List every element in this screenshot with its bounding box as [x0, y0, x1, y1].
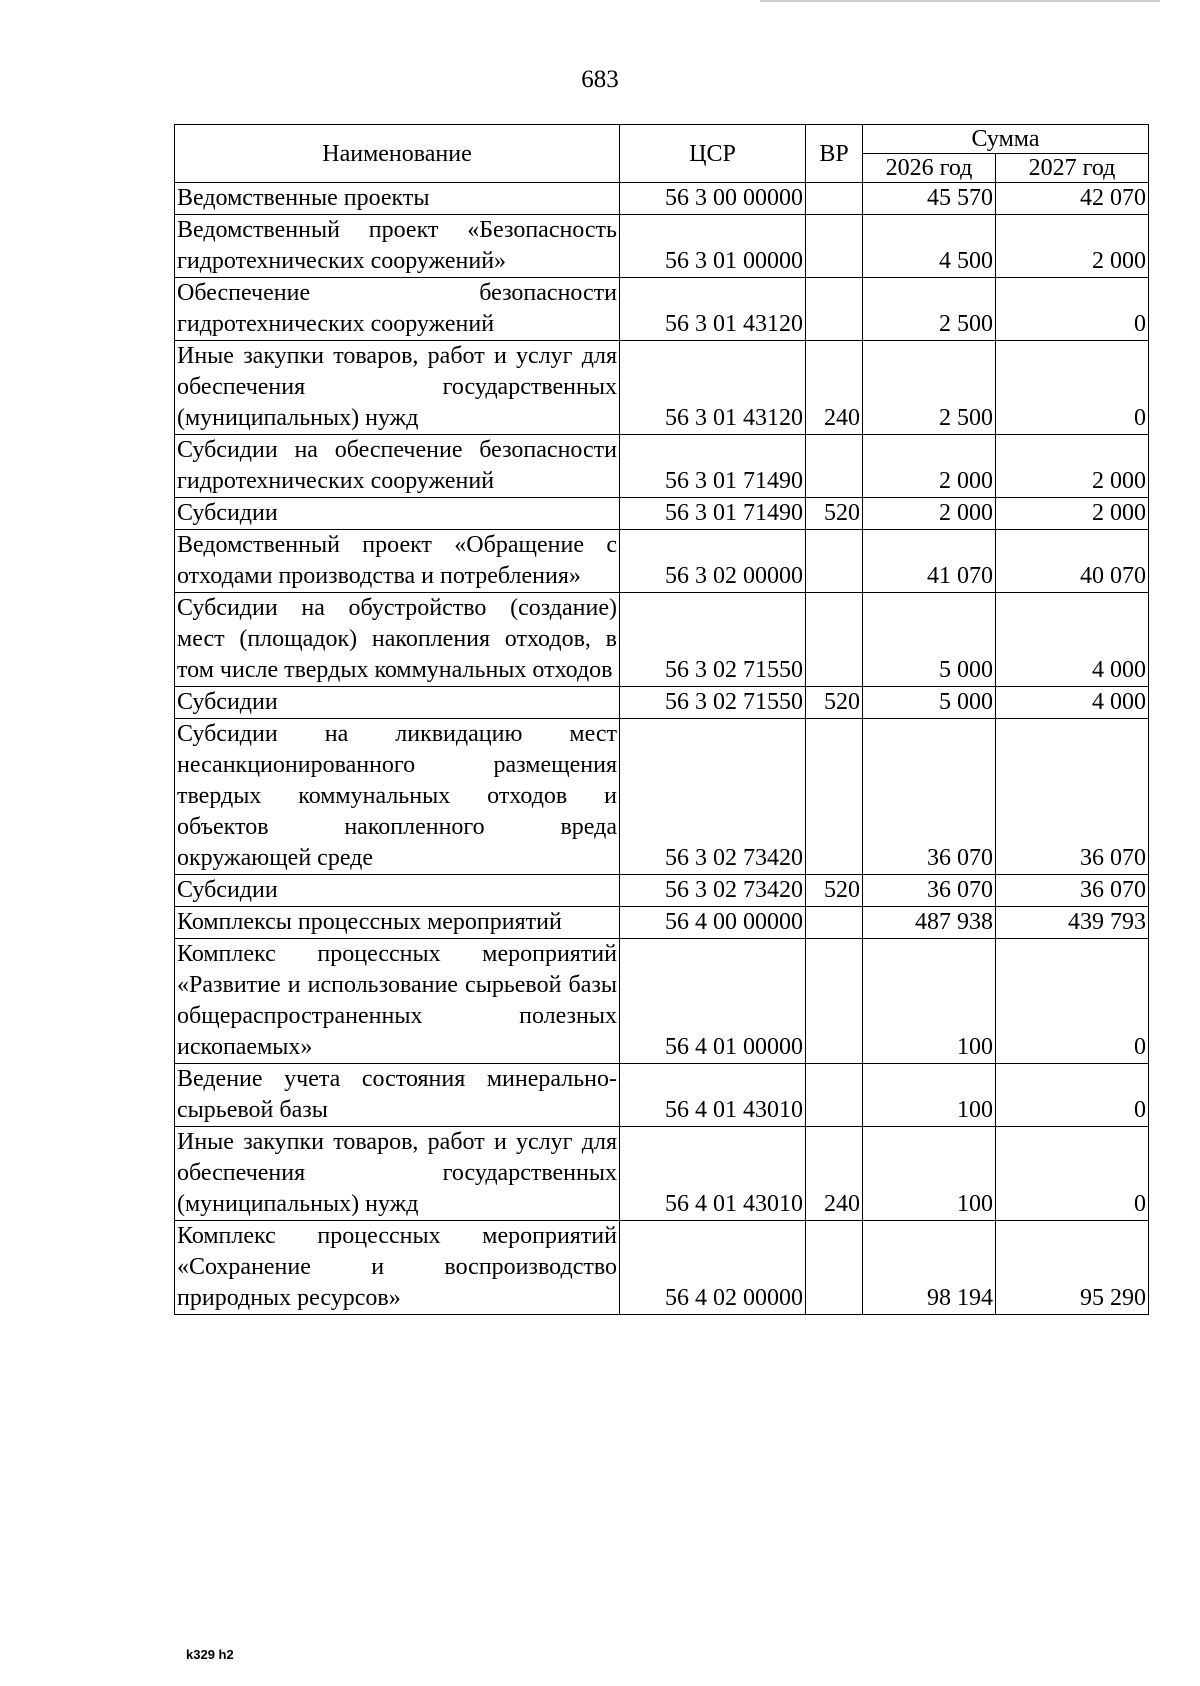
row-sum-2026: 41 070: [863, 530, 996, 593]
row-sum-2026: 100: [863, 1064, 996, 1127]
row-sum-2027: 0: [996, 278, 1149, 341]
row-code: 56 3 02 71550: [620, 687, 806, 719]
row-vr: [806, 1221, 863, 1315]
row-sum-2027: 4 000: [996, 687, 1149, 719]
row-name: Ведение учета состояния минерально-сырьевой базы: [175, 1064, 620, 1127]
row-code: 56 4 01 43010: [620, 1064, 806, 1127]
row-code: 56 4 00 00000: [620, 907, 806, 939]
row-vr: [806, 435, 863, 498]
row-sum-2027: 2 000: [996, 215, 1149, 278]
table-row: [175, 1221, 1149, 1315]
header-name: Наименование: [175, 125, 620, 183]
row-sum-2026: 36 070: [863, 719, 996, 875]
row-code: 56 3 01 43120: [620, 278, 806, 341]
row-sum-2026: 100: [863, 1127, 996, 1221]
row-sum-2026: 2 000: [863, 498, 996, 530]
table-body: [175, 183, 1149, 1315]
row-name: Субсидии: [175, 498, 620, 530]
row-sum-2026: 4 500: [863, 215, 996, 278]
row-code: 56 3 02 71550: [620, 593, 806, 687]
budget-table: [174, 124, 1149, 1315]
row-sum-2026: 2 000: [863, 435, 996, 498]
row-code: 56 4 01 43010: [620, 1127, 806, 1221]
row-sum-2027: 4 000: [996, 593, 1149, 687]
scan-edge-mark: [760, 0, 1160, 2]
row-code: 56 3 00 00000: [620, 183, 806, 215]
row-sum-2027: 0: [996, 341, 1149, 435]
header-year-2026: 2026 год: [863, 154, 996, 183]
row-vr: [806, 278, 863, 341]
table-row: [175, 939, 1149, 1064]
row-name: Иные закупки товаров, работ и услуг для обеспечения государственных (муниципальных) нужд: [175, 1127, 620, 1221]
row-sum-2026: 2 500: [863, 278, 996, 341]
row-code: 56 3 01 71490: [620, 435, 806, 498]
row-name: Ведомственный проект «Обращение с отходами производства и потребления»: [175, 530, 620, 593]
header-year-2027: 2027 год: [996, 154, 1149, 183]
row-code: 56 3 01 43120: [620, 341, 806, 435]
row-name: Субсидии на обустройство (создание) мест (площадок) накопления отходов, в том числе твердых коммунальных отходов: [175, 593, 620, 687]
table-row: [175, 593, 1149, 687]
row-vr: [806, 530, 863, 593]
row-sum-2027: 0: [996, 939, 1149, 1064]
table-row: [175, 1127, 1149, 1221]
row-name: Ведомственный проект «Безопасность гидротехнических сооружений»: [175, 215, 620, 278]
row-name: Субсидии на обеспечение безопасности гидротехнических сооружений: [175, 435, 620, 498]
row-name: Иные закупки товаров, работ и услуг для обеспечения государственных (муниципальных) нужд: [175, 341, 620, 435]
table-header: [175, 125, 1149, 183]
row-vr: [806, 593, 863, 687]
row-vr: [806, 1064, 863, 1127]
table-row: [175, 687, 1149, 719]
row-vr: [806, 215, 863, 278]
row-sum-2026: 100: [863, 939, 996, 1064]
footer-code: k329 h2: [186, 1647, 234, 1662]
table-row: [175, 341, 1149, 435]
row-vr: 520: [806, 875, 863, 907]
row-name: Ведомственные проекты: [175, 183, 620, 215]
table-row: [175, 1064, 1149, 1127]
row-code: 56 3 02 73420: [620, 719, 806, 875]
row-vr: [806, 939, 863, 1064]
table-row: [175, 498, 1149, 530]
row-sum-2026: 487 938: [863, 907, 996, 939]
row-sum-2027: 2 000: [996, 435, 1149, 498]
row-vr: 520: [806, 687, 863, 719]
table-row: [175, 719, 1149, 875]
table-row: [175, 875, 1149, 907]
row-code: 56 4 01 00000: [620, 939, 806, 1064]
table-row: [175, 278, 1149, 341]
row-sum-2027: 2 000: [996, 498, 1149, 530]
header-code: ЦСР: [620, 125, 806, 183]
row-sum-2027: 0: [996, 1127, 1149, 1221]
row-sum-2026: 5 000: [863, 687, 996, 719]
table-row: [175, 530, 1149, 593]
row-code: 56 3 02 00000: [620, 530, 806, 593]
row-sum-2027: 42 070: [996, 183, 1149, 215]
row-sum-2027: 439 793: [996, 907, 1149, 939]
header-sum: Сумма: [863, 125, 1149, 154]
row-name: Субсидии: [175, 687, 620, 719]
table-row: [175, 907, 1149, 939]
row-sum-2026: 98 194: [863, 1221, 996, 1315]
table-row: [175, 435, 1149, 498]
row-name: Субсидии: [175, 875, 620, 907]
row-vr: 520: [806, 498, 863, 530]
row-name: Субсидии на ликвидацию мест несанкционированного размещения твердых коммунальных отходов и объектов накопленного вреда окружающей среде: [175, 719, 620, 875]
row-code: 56 4 02 00000: [620, 1221, 806, 1315]
row-vr: [806, 183, 863, 215]
row-sum-2027: 95 290: [996, 1221, 1149, 1315]
row-name: Комплекс процессных мероприятий «Развитие и использование сырьевой базы общераспространенных полезных ископаемых»: [175, 939, 620, 1064]
row-sum-2027: 36 070: [996, 875, 1149, 907]
header-row-1: [175, 125, 1149, 154]
row-vr: [806, 719, 863, 875]
table-row: [175, 183, 1149, 215]
row-code: 56 3 01 00000: [620, 215, 806, 278]
row-sum-2027: 36 070: [996, 719, 1149, 875]
row-sum-2026: 36 070: [863, 875, 996, 907]
row-code: 56 3 01 71490: [620, 498, 806, 530]
row-sum-2027: 0: [996, 1064, 1149, 1127]
row-name: Комплексы процессных мероприятий: [175, 907, 620, 939]
row-vr: [806, 907, 863, 939]
row-code: 56 3 02 73420: [620, 875, 806, 907]
page-number: 683: [581, 66, 619, 93]
row-name: Комплекс процессных мероприятий «Сохранение и воспроизводство природных ресурсов»: [175, 1221, 620, 1315]
row-sum-2027: 40 070: [996, 530, 1149, 593]
row-vr: 240: [806, 1127, 863, 1221]
row-sum-2026: 2 500: [863, 341, 996, 435]
header-vr: ВР: [806, 125, 863, 183]
row-name: Обеспечение безопасности гидротехнических сооружений: [175, 278, 620, 341]
row-vr: 240: [806, 341, 863, 435]
row-sum-2026: 45 570: [863, 183, 996, 215]
row-sum-2026: 5 000: [863, 593, 996, 687]
table-row: [175, 215, 1149, 278]
